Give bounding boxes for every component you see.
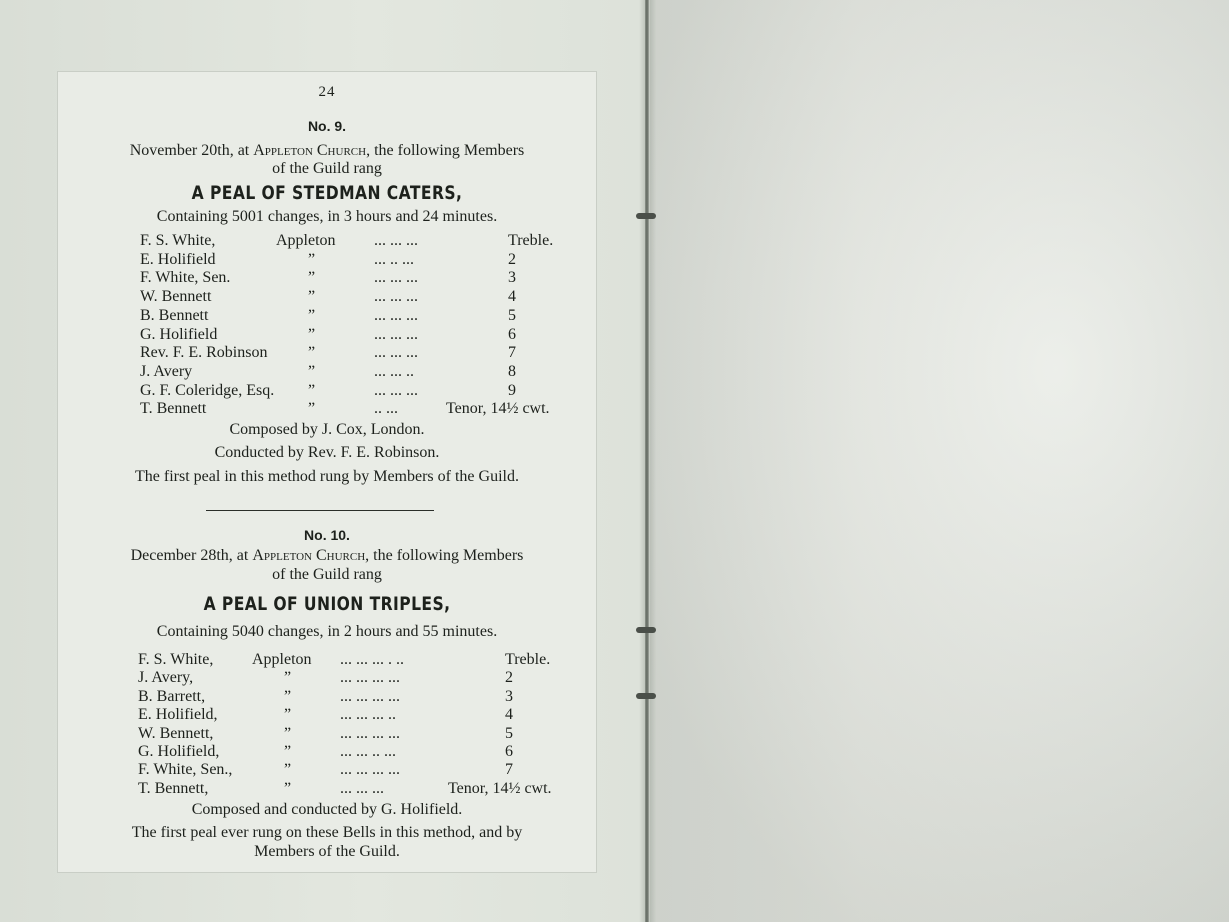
ringer-name: B. Bennett [140,306,209,324]
printed-page [58,72,596,872]
peal-intro [58,142,596,160]
ringer-name: G. Holifield, [138,743,220,760]
peal-containing: Containing 5040 changes, in 2 hours and 55 minutes. [156,623,498,640]
bell-number: Treble. [508,232,554,249]
bell-number: 5 [505,724,513,742]
leader-dots: .. ... [374,400,398,418]
ringer-name: T. Bennett, [138,779,209,797]
leader-dots: ... ... ... [374,269,418,287]
book-spine [645,0,649,922]
bell-number: 7 [508,344,516,362]
bell-number: 7 [505,761,513,779]
bell-number: Tenor, 14½ cwt. [446,400,550,418]
page-number: 24 [318,84,336,100]
leader-dots: ... ... ... [374,325,418,343]
leader-dots: ... ... ... ... [340,687,400,705]
leader-dots: ... ... ... ... [340,669,400,687]
ringer-name: E. Holifield, [138,706,218,724]
ringer-place: ” [308,288,316,306]
binding-stitch [636,627,656,633]
binding-stitch [636,693,656,699]
ringer-name: F. White, Sen., [138,761,233,779]
composer-line: Composed and conducted by G. Holifield. [191,801,463,818]
bell-number: Treble. [505,651,551,668]
leader-dots: ... ... ... [374,288,418,306]
ringer-place: ” [308,400,316,418]
ringer-place: Appleton [252,651,312,668]
peal-heading: A PEAL OF STEDMAN CATERS, [191,182,463,204]
ringer-name: J. Avery [140,362,193,380]
bell-number: 6 [505,743,513,760]
bell-number: 9 [508,381,516,399]
leader-dots: ... ... ... .. [340,706,396,724]
ringer-place: ” [308,344,316,362]
ringer-place: ” [284,669,292,687]
section-divider [206,510,434,511]
blank-right-page [650,0,1229,922]
bell-number: 3 [508,269,516,287]
leader-dots: ... ... .. ... [340,743,396,760]
leader-dots: ... ... ... [374,381,418,399]
ringer-name: E. Holifield [140,250,216,268]
ringer-name: T. Bennett [140,400,207,418]
bell-number: Tenor, 14½ cwt. [448,779,552,797]
binding-stitch [636,213,656,219]
ringer-name: F. S. White, [138,651,214,668]
church-name: Appleton Church [253,142,367,159]
composer-line: Composed by J. Cox, London. [229,421,425,438]
ringer-place: ” [284,761,292,779]
ringer-place: ” [308,381,316,399]
ringer-place: ” [308,325,316,343]
peal-intro [58,547,596,565]
peal-heading: A PEAL OF UNION TRIPLES, [203,593,451,615]
bell-number: 2 [505,669,513,687]
ringer-name: W. Bennett, [138,724,214,742]
intro-end: , the following Members [365,547,524,564]
ringer-place: ” [284,779,292,797]
bell-number: 8 [508,362,516,380]
leader-dots: ... ... ... ... [340,724,400,742]
peal-note-line1: The first peal ever rung on these Bells in this method, and by [131,824,523,841]
peal-note: The first peal in this method rung by Members of the Guild. [135,468,519,485]
peal-number: No. 9. [307,118,347,134]
ringer-place: Appleton [276,232,336,249]
ringer-name: F. White, Sen. [140,269,231,287]
intro-date: December 28th, at [130,547,253,564]
ringer-place: ” [308,250,316,268]
bell-number: 6 [508,325,516,343]
bell-number: 3 [505,687,513,705]
ringer-place: ” [308,269,316,287]
ringer-name: W. Bennett [140,288,212,306]
peal-intro-line2: of the Guild rang [272,566,382,583]
bell-number: 4 [505,706,513,724]
ringer-name: B. Barrett, [138,687,206,705]
ringer-name: Rev. F. E. Robinson [140,344,268,362]
conductor-line: Conducted by Rev. F. E. Robinson. [214,444,440,461]
bell-number: 5 [508,306,516,324]
ringer-place: ” [284,743,292,760]
ringer-name: J. Avery, [138,669,194,687]
leader-dots: ... ... ... [340,779,384,797]
leader-dots: ... ... ... [374,306,418,324]
ringer-name: G. Holifield [140,325,218,343]
peal-containing: Containing 5001 changes, in 3 hours and 24 minutes. [156,208,498,225]
ringer-name: F. S. White, [140,232,216,249]
bell-number: 4 [508,288,516,306]
leader-dots: ... ... ... ... [340,761,400,779]
ringer-name: G. F. Coleridge, Esq. [140,381,275,399]
leader-dots: ... ... ... [374,344,418,362]
leader-dots: ... ... ... [374,232,418,249]
ringer-place: ” [284,706,292,724]
intro-end: , the following Members [366,142,525,159]
peal-number: No. 10. [304,527,350,543]
church-name: Appleton Church [252,547,366,564]
intro-date: November 20th, at [129,142,254,159]
peal-note-line2: Members of the Guild. [254,843,400,860]
leader-dots: ... .. ... [374,250,414,268]
ringer-place: ” [308,362,316,380]
ringer-place: ” [308,306,316,324]
peal-intro-line2: of the Guild rang [272,160,382,177]
leader-dots: ... ... .. [374,362,414,380]
leader-dots: ... ... ... . .. [340,651,404,668]
bell-number: 2 [508,250,516,268]
ringer-place: ” [284,687,292,705]
ringer-place: ” [284,724,292,742]
